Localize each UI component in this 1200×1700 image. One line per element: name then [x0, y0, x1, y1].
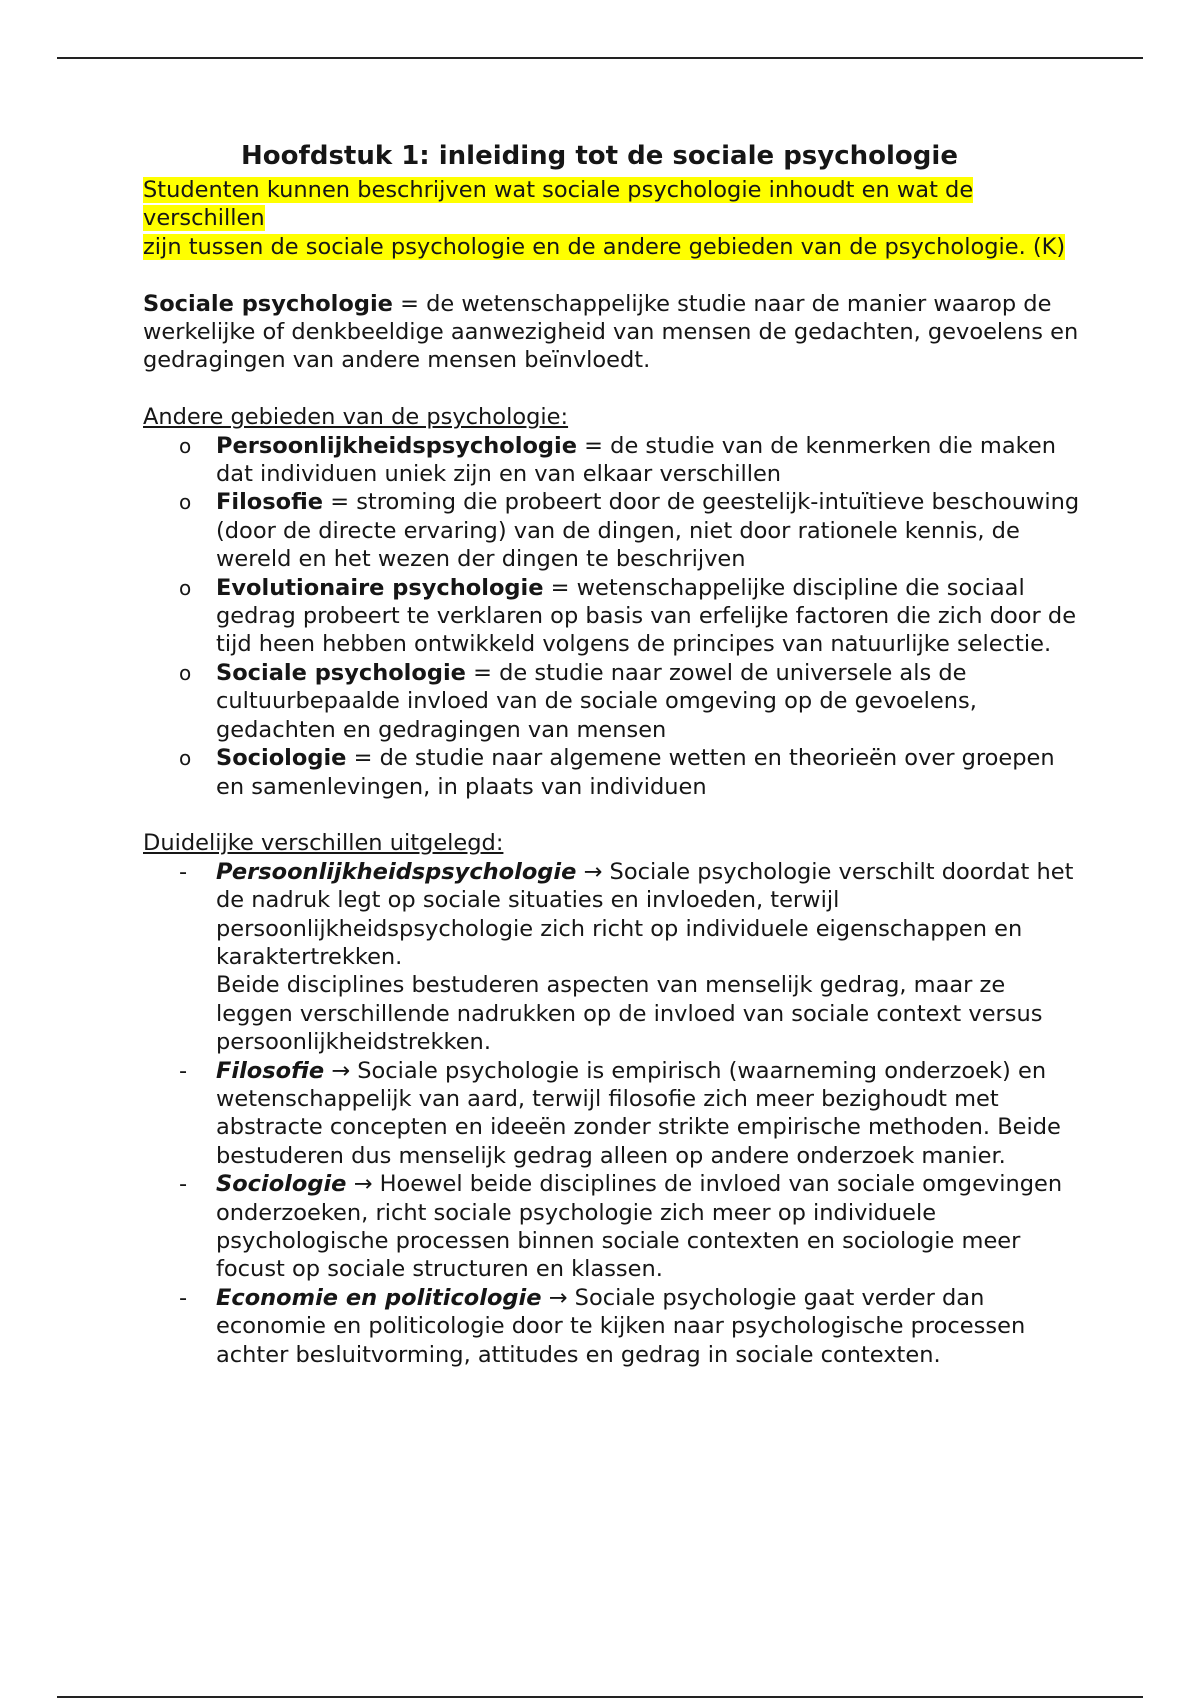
dash-icon: -	[179, 1171, 188, 1198]
objective-line-1: Studenten kunnen beschrijven wat sociale psychologie inhoudt en wat de verschillen	[143, 177, 974, 232]
area-text: = stroming die probeert door de geestelijk-intuïtieve beschouwing (door de directe ervaring) van de dingen, niet door rationele kennis, de wereld en het wezen der dingen te beschrijven	[216, 489, 1080, 573]
area-text: = de studie van de kenmerken die maken dat individuen uniek zijn en van elkaar verschillen	[216, 432, 1056, 488]
area-term: Sociologie	[216, 745, 347, 772]
bullet-icon: o	[179, 490, 192, 515]
header-rule	[57, 57, 1143, 59]
list-item	[143, 744, 1083, 801]
bullet-icon: o	[179, 433, 192, 458]
difference-text: → Sociale psychologie verschilt doordat het de nadruk legt op sociale situaties en invloeden, terwijl persoonlijkheidspsychologie zich richt op individuele eigenschappen en karaktertrekken.	[216, 858, 1074, 970]
difference-extra: Beide disciplines bestuderen aspecten van menselijk gedrag, maar ze leggen verschillende nadrukken op de invloed van sociale context versus persoonlijkheidstrekken.	[216, 972, 1043, 1056]
difference-term: Economie en politicologie	[216, 1284, 542, 1311]
list-item	[143, 1170, 1083, 1284]
area-term: Persoonlijkheidspsychologie	[216, 432, 577, 459]
definition-term: Sociale psychologie	[143, 290, 393, 317]
list-item	[143, 1284, 1083, 1369]
list-item	[143, 488, 1083, 573]
area-term: Evolutionaire psychologie	[216, 574, 544, 601]
bullet-icon: o	[179, 660, 192, 685]
areas-list	[143, 432, 1083, 801]
area-text: = de studie naar zowel de universele als de cultuurbepaalde invloed van de sociale omgeving op de gevoelens, gedachten en gedragingen van mensen	[216, 659, 977, 743]
section-heading-differences: Duidelijke verschillen uitgelegd:	[143, 830, 504, 857]
list-item	[143, 432, 1083, 489]
document-body	[143, 136, 1083, 1369]
list-item	[143, 659, 1083, 744]
bullet-icon: o	[179, 746, 192, 771]
difference-text: → Hoewel beide disciplines de invloed van sociale omgevingen onderzoeken, richt sociale psychologie zich meer op individuele psychologische processen binnen sociale contexten en sociologie meer focust op sociale structuren en klassen.	[216, 1171, 1063, 1283]
difference-text: → Sociale psychologie gaat verder dan economie en politicologie door te kijken naar psychologische processen achter besluitvorming, attitudes en gedrag in sociale contexten.	[216, 1284, 1026, 1368]
difference-term: Persoonlijkheidspsychologie	[216, 858, 577, 885]
area-text: = de studie naar algemene wetten en theorieën over groepen en samenlevingen, in plaats van individuen	[216, 745, 1055, 800]
footer-rule	[57, 1696, 1143, 1698]
definition-text: = de wetenschappelijke studie naar de manier waarop de werkelijke of denkbeeldige aanwezigheid van mensen de gedachten, gevoelens en gedragingen van andere mensen beïnvloedt.	[143, 290, 1079, 374]
section-heading-areas: Andere gebieden van de psychologie:	[143, 404, 569, 431]
definition-paragraph	[143, 290, 1083, 375]
bullet-icon: o	[179, 575, 192, 600]
page-title: Hoofdstuk 1: inleiding tot de sociale psychologie	[241, 141, 958, 171]
area-term: Filosofie	[216, 489, 324, 516]
differences-list	[143, 858, 1083, 1369]
learning-objective	[143, 176, 1083, 261]
difference-text: → Sociale psychologie is empirisch (waarneming onderzoek) en wetenschappelijk van aard, terwijl filosofie zich meer bezighoudt met abstracte concepten en ideeën zonder strikte empirische methoden. Beide bestuderen dus menselijk gedrag alleen op andere onderzoek manier.	[216, 1057, 1061, 1169]
objective-line-2: zijn tussen de sociale psychologie en de andere gebieden van de psychologie. (K)	[143, 233, 1066, 260]
list-item	[143, 1057, 1083, 1171]
area-term: Sociale psychologie	[216, 659, 466, 686]
area-text: = wetenschappelijke discipline die sociaal gedrag probeert te verklaren op basis van erfelijke factoren die zich door de tijd heen hebben ontwikkeld volgens de principes van natuurlijke selectie.	[216, 574, 1077, 658]
difference-term: Filosofie	[216, 1057, 325, 1084]
dash-icon: -	[179, 858, 188, 885]
list-item	[143, 574, 1083, 659]
difference-term: Sociologie	[216, 1171, 347, 1198]
dash-icon: -	[179, 1284, 188, 1311]
list-item	[143, 858, 1083, 1057]
dash-icon: -	[179, 1057, 188, 1084]
